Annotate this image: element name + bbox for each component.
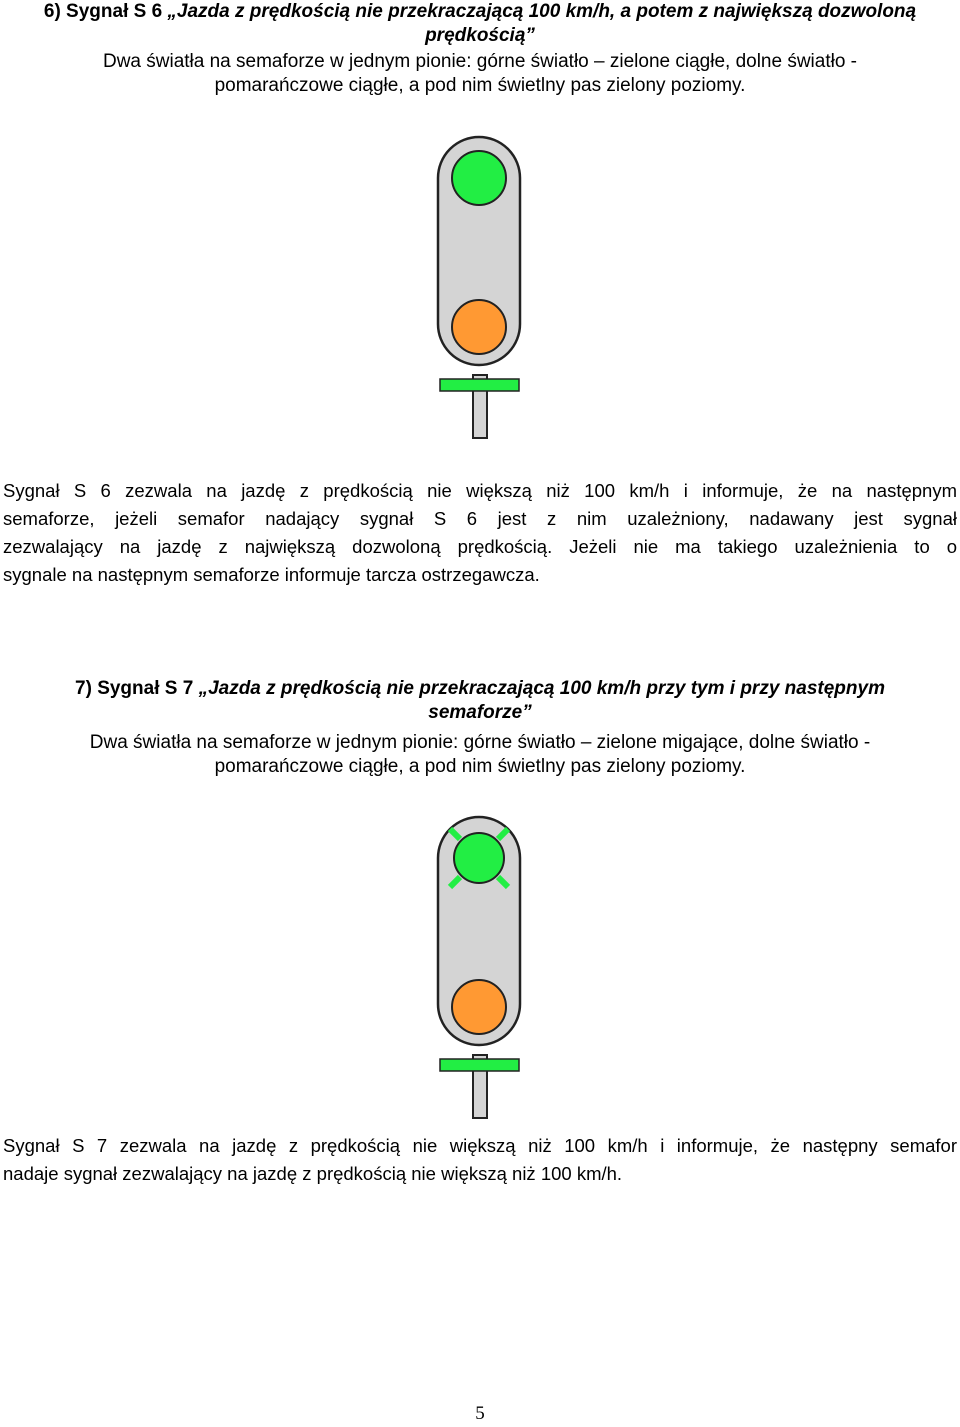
section-6-paragraph <box>3 477 957 589</box>
paragraph-line: Sygnał S 6 zezwala na jazdę z prędkością nie większą niż 100 km/h i informuje, że na następnym <box>3 480 957 501</box>
orange-light-icon <box>452 980 506 1034</box>
section-7-heading <box>0 677 960 725</box>
section-7-paragraph <box>3 1132 957 1188</box>
section-7-title-cont: semaforze” <box>428 702 532 723</box>
green-bar-icon <box>440 1059 519 1071</box>
page-number: 5 <box>475 1403 485 1424</box>
section-6-title-cont: prędkością” <box>425 25 535 46</box>
paragraph-line: sygnale na następnym semaforze informuje tarcza ostrzegawcza. <box>3 564 540 585</box>
orange-light-icon <box>452 300 506 354</box>
section-6-heading <box>0 0 960 48</box>
section-6-desc-line: pomarańczowe ciągłe, a pod nim świetlny pas zielony poziomy. <box>214 75 746 96</box>
green-light-icon <box>452 151 506 205</box>
section-7-title: „Jazda z prędkością nie przekraczającą 100 km/h przy tym i przy następnym <box>198 678 885 699</box>
signal-s6-diagram <box>0 135 960 440</box>
section-7-desc-line: Dwa światła na semaforze w jednym pionie: górne światło – zielone migające, dolne światło - <box>89 732 871 753</box>
paragraph-line: Sygnał S 7 zezwala na jazdę z prędkością nie większą niż 100 km/h i informuje, że następny semafor <box>3 1135 957 1156</box>
section-6-description <box>0 50 960 98</box>
section-7-heading-line1 <box>0 677 960 701</box>
green-bar-icon <box>440 379 519 391</box>
section-6-desc-line: Dwa światła na semaforze w jednym pionie: górne światło – zielone ciągłe, dolne światło - <box>102 51 858 72</box>
section-7-desc-line: pomarańczowe ciągłe, a pod nim świetlny pas zielony poziomy. <box>214 756 746 777</box>
section-7-number: 7) Sygnał S 7 <box>75 678 199 699</box>
green-flashing-light-icon <box>454 833 504 883</box>
paragraph-line: semaforze, jeżeli semafor nadający sygnał S 6 jest z nim uzależniony, nadawany jest sygnał <box>3 508 957 529</box>
section-7-description <box>0 731 960 779</box>
section-6-title: „Jazda z prędkością nie przekraczającą 100 km/h, a potem z największą dozwoloną <box>167 1 917 22</box>
paragraph-line: nadaje sygnał zezwalający na jazdę z prędkością nie większą niż 100 km/h. <box>3 1163 623 1184</box>
signal-s6-svg <box>0 135 960 440</box>
signal-s7-svg <box>0 815 960 1120</box>
section-6-heading-line1 <box>0 0 960 24</box>
signal-s7-diagram <box>0 815 960 1120</box>
paragraph-line: zezwalający na jazdę z największą dozwoloną prędkością. Jeżeli nie ma takiego uzależnienia to o <box>3 536 957 557</box>
section-6-number: 6) Sygnał S 6 <box>43 1 168 22</box>
